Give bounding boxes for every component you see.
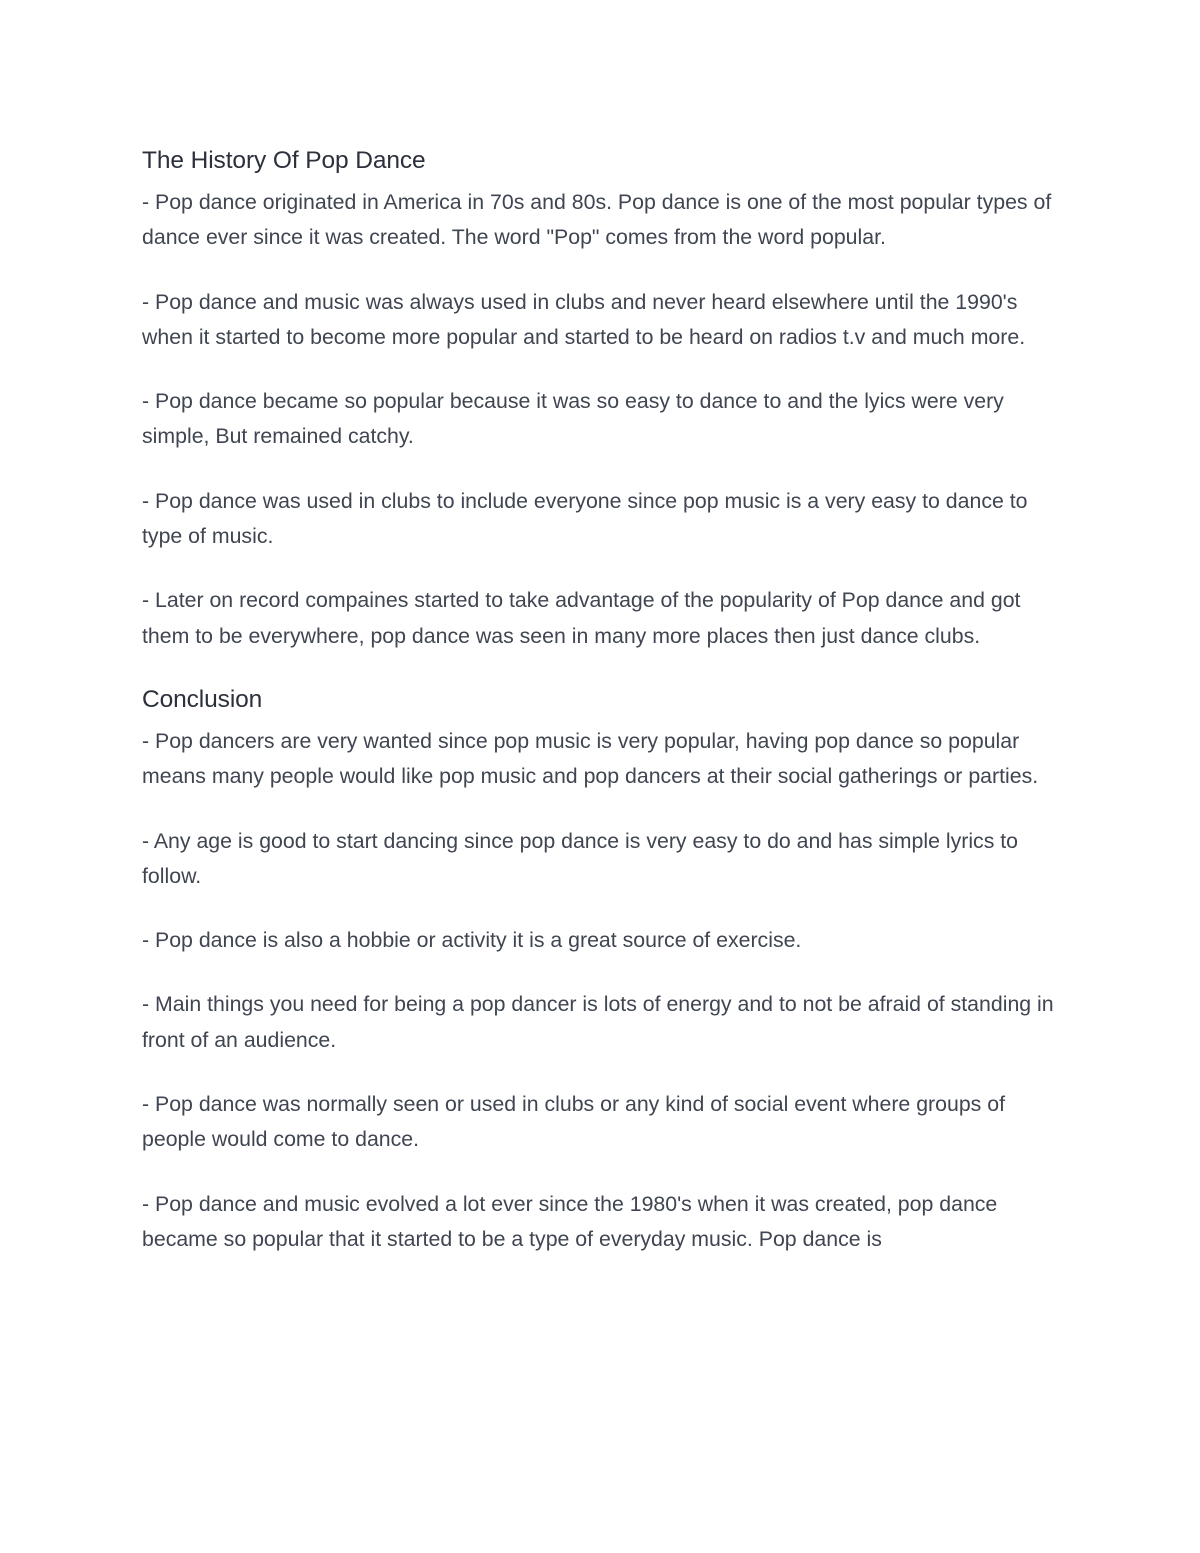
paragraph: - Pop dance and music was always used in clubs and never heard elsewhere until the 1990's when it started to become more popular and started to be heard on radios t.v and much more. — [142, 289, 1026, 349]
paragraph: - Pop dance was normally seen or used in clubs or any kind of social event where groups of people would come to dance. — [142, 1092, 1005, 1152]
history-section — [142, 144, 1072, 654]
paragraph: - Pop dancers are very wanted since pop music is very popular, having pop dance so popular means many people would like pop music and pop dancers at their social gatherings or parties. — [142, 728, 1039, 789]
paragraph: - Pop dance originated in America in 70s and 80s. Pop dance is one of the most popular types of dance ever since it was created. The word "Pop" comes from the word popular. — [142, 190, 1052, 250]
section-heading-conclusion: Conclusion — [142, 685, 263, 713]
paragraph: - Pop dance and music evolved a lot ever since the 1980's when it was created, pop dance became so popular that it started to be a type of everyday music. Pop dance is — [142, 1191, 998, 1251]
paragraph: - Any age is good to start dancing since pop dance is very easy to do and has simple lyrics to follow. — [142, 828, 1019, 888]
conclusion-section — [142, 683, 1072, 1257]
paragraph: - Pop dance is also a hobbie or activity it is a great source of exercise. — [142, 928, 802, 953]
paragraph: - Pop dance became so popular because it was so easy to dance to and the lyics were very simple, But remained catchy. — [142, 389, 1004, 449]
paragraph: - Pop dance was used in clubs to include everyone since pop music is a very easy to dance to type of music. — [142, 488, 1028, 549]
document-page — [142, 144, 1072, 1286]
paragraph: - Later on record compaines started to take advantage of the popularity of Pop dance and got them to be everywhere, pop dance was seen in many more places then just dance clubs. — [142, 588, 1021, 648]
paragraph: - Main things you need for being a pop dancer is lots of energy and to not be afraid of standing in front of an audience. — [142, 992, 1054, 1052]
section-heading-history: The History Of Pop Dance — [142, 147, 426, 174]
